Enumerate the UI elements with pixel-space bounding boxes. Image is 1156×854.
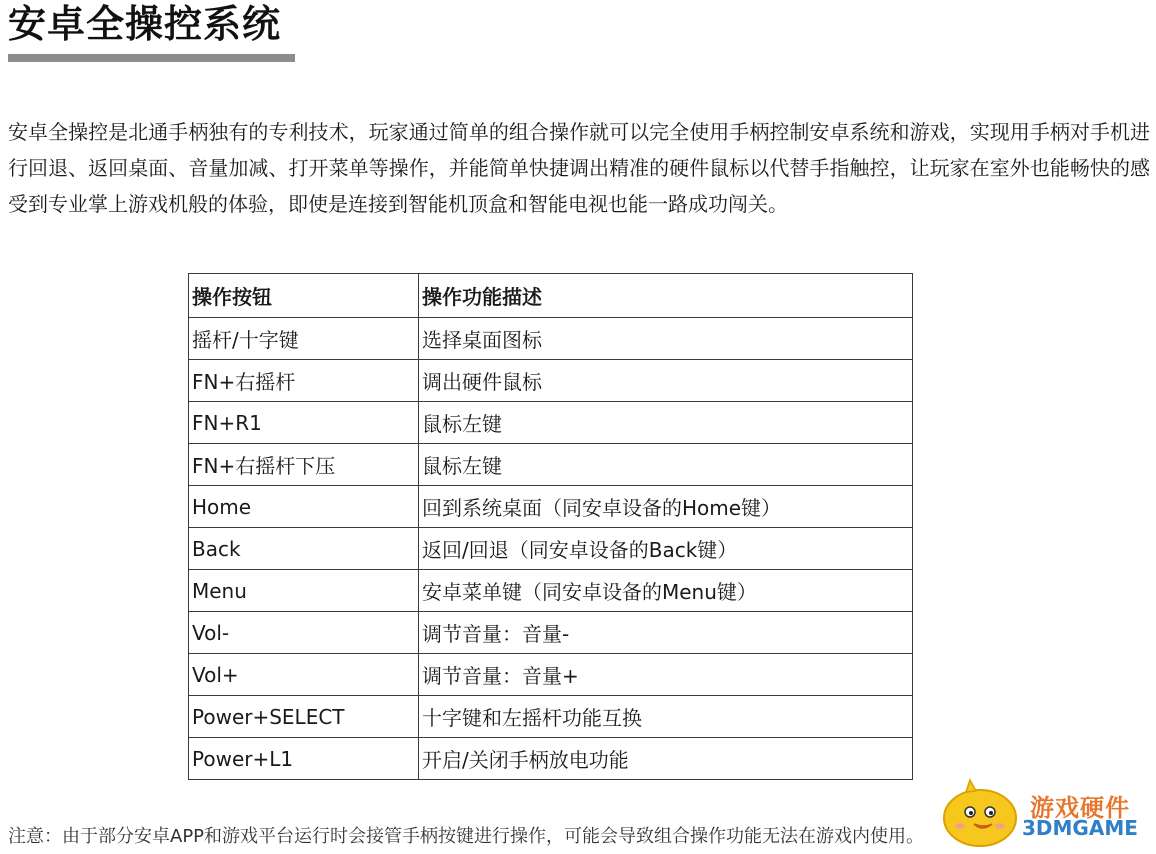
page-title: 安卓全操控系统 xyxy=(8,2,282,46)
table-row xyxy=(189,360,913,402)
description-cell: 鼠标左键 xyxy=(419,444,913,486)
button-cell: Power+L1 xyxy=(189,738,419,780)
operations-table xyxy=(188,273,913,780)
description-cell: 开启/关闭手柄放电功能 xyxy=(419,738,913,780)
table-row xyxy=(189,654,913,696)
description-cell: 调出硬件鼠标 xyxy=(419,360,913,402)
usage-note: 注意：由于部分安卓APP和游戏平台运行时会接管手柄按键进行操作，可能会导致组合操作功能无法在游戏内使用。 xyxy=(8,826,925,847)
button-cell: 摇杆/十字键 xyxy=(189,318,419,360)
site-watermark xyxy=(936,772,1146,852)
title-underline xyxy=(8,54,295,62)
description-cell: 回到系统桌面（同安卓设备的Home键） xyxy=(419,486,913,528)
button-cell: Vol- xyxy=(189,612,419,654)
button-cell: Home xyxy=(189,486,419,528)
table-row xyxy=(189,318,913,360)
watermark-text: 游戏硬件 xyxy=(1030,794,1130,822)
description-cell: 鼠标左键 xyxy=(419,402,913,444)
column-header-description: 操作功能描述 xyxy=(419,274,913,318)
table-row xyxy=(189,612,913,654)
column-header-button: 操作按钮 xyxy=(189,274,419,318)
table-row xyxy=(189,486,913,528)
table-row xyxy=(189,738,913,780)
description-cell: 返回/回退（同安卓设备的Back键） xyxy=(419,528,913,570)
description-cell: 调节音量：音量+ xyxy=(419,654,913,696)
description-cell: 选择桌面图标 xyxy=(419,318,913,360)
intro-paragraph: 安卓全操控是北通手柄独有的专利技术，玩家通过简单的组合操作就可以完全使用手柄控制安卓系统和游戏，实现用手柄对手机进行回退、返回桌面、音量加减、打开菜单等操作，并能简单快捷调出精准的硬件鼠标以代替手指触控，让玩家在室外也能畅快的感受到专业掌上游戏机般的体验，即使是连接到智能机顶盒和智能电视也能一路成功闯关。 xyxy=(8,120,1150,216)
table-row xyxy=(189,402,913,444)
button-cell: FN+右摇杆 xyxy=(189,360,419,402)
watermark-logo-text: 3DMGAME xyxy=(1022,816,1138,840)
chick-mascot-icon xyxy=(936,772,1026,852)
description-cell: 调节音量：音量- xyxy=(419,612,913,654)
button-cell: Menu xyxy=(189,570,419,612)
table-row xyxy=(189,444,913,486)
button-cell: Back xyxy=(189,528,419,570)
description-cell: 十字键和左摇杆功能互换 xyxy=(419,696,913,738)
button-cell: FN+R1 xyxy=(189,402,419,444)
table-header-row xyxy=(189,274,913,318)
table-row xyxy=(189,696,913,738)
button-cell: FN+右摇杆下压 xyxy=(189,444,419,486)
table-row xyxy=(189,570,913,612)
description-cell: 安卓菜单键（同安卓设备的Menu键） xyxy=(419,570,913,612)
table-row xyxy=(189,528,913,570)
button-cell: Vol+ xyxy=(189,654,419,696)
button-cell: Power+SELECT xyxy=(189,696,419,738)
